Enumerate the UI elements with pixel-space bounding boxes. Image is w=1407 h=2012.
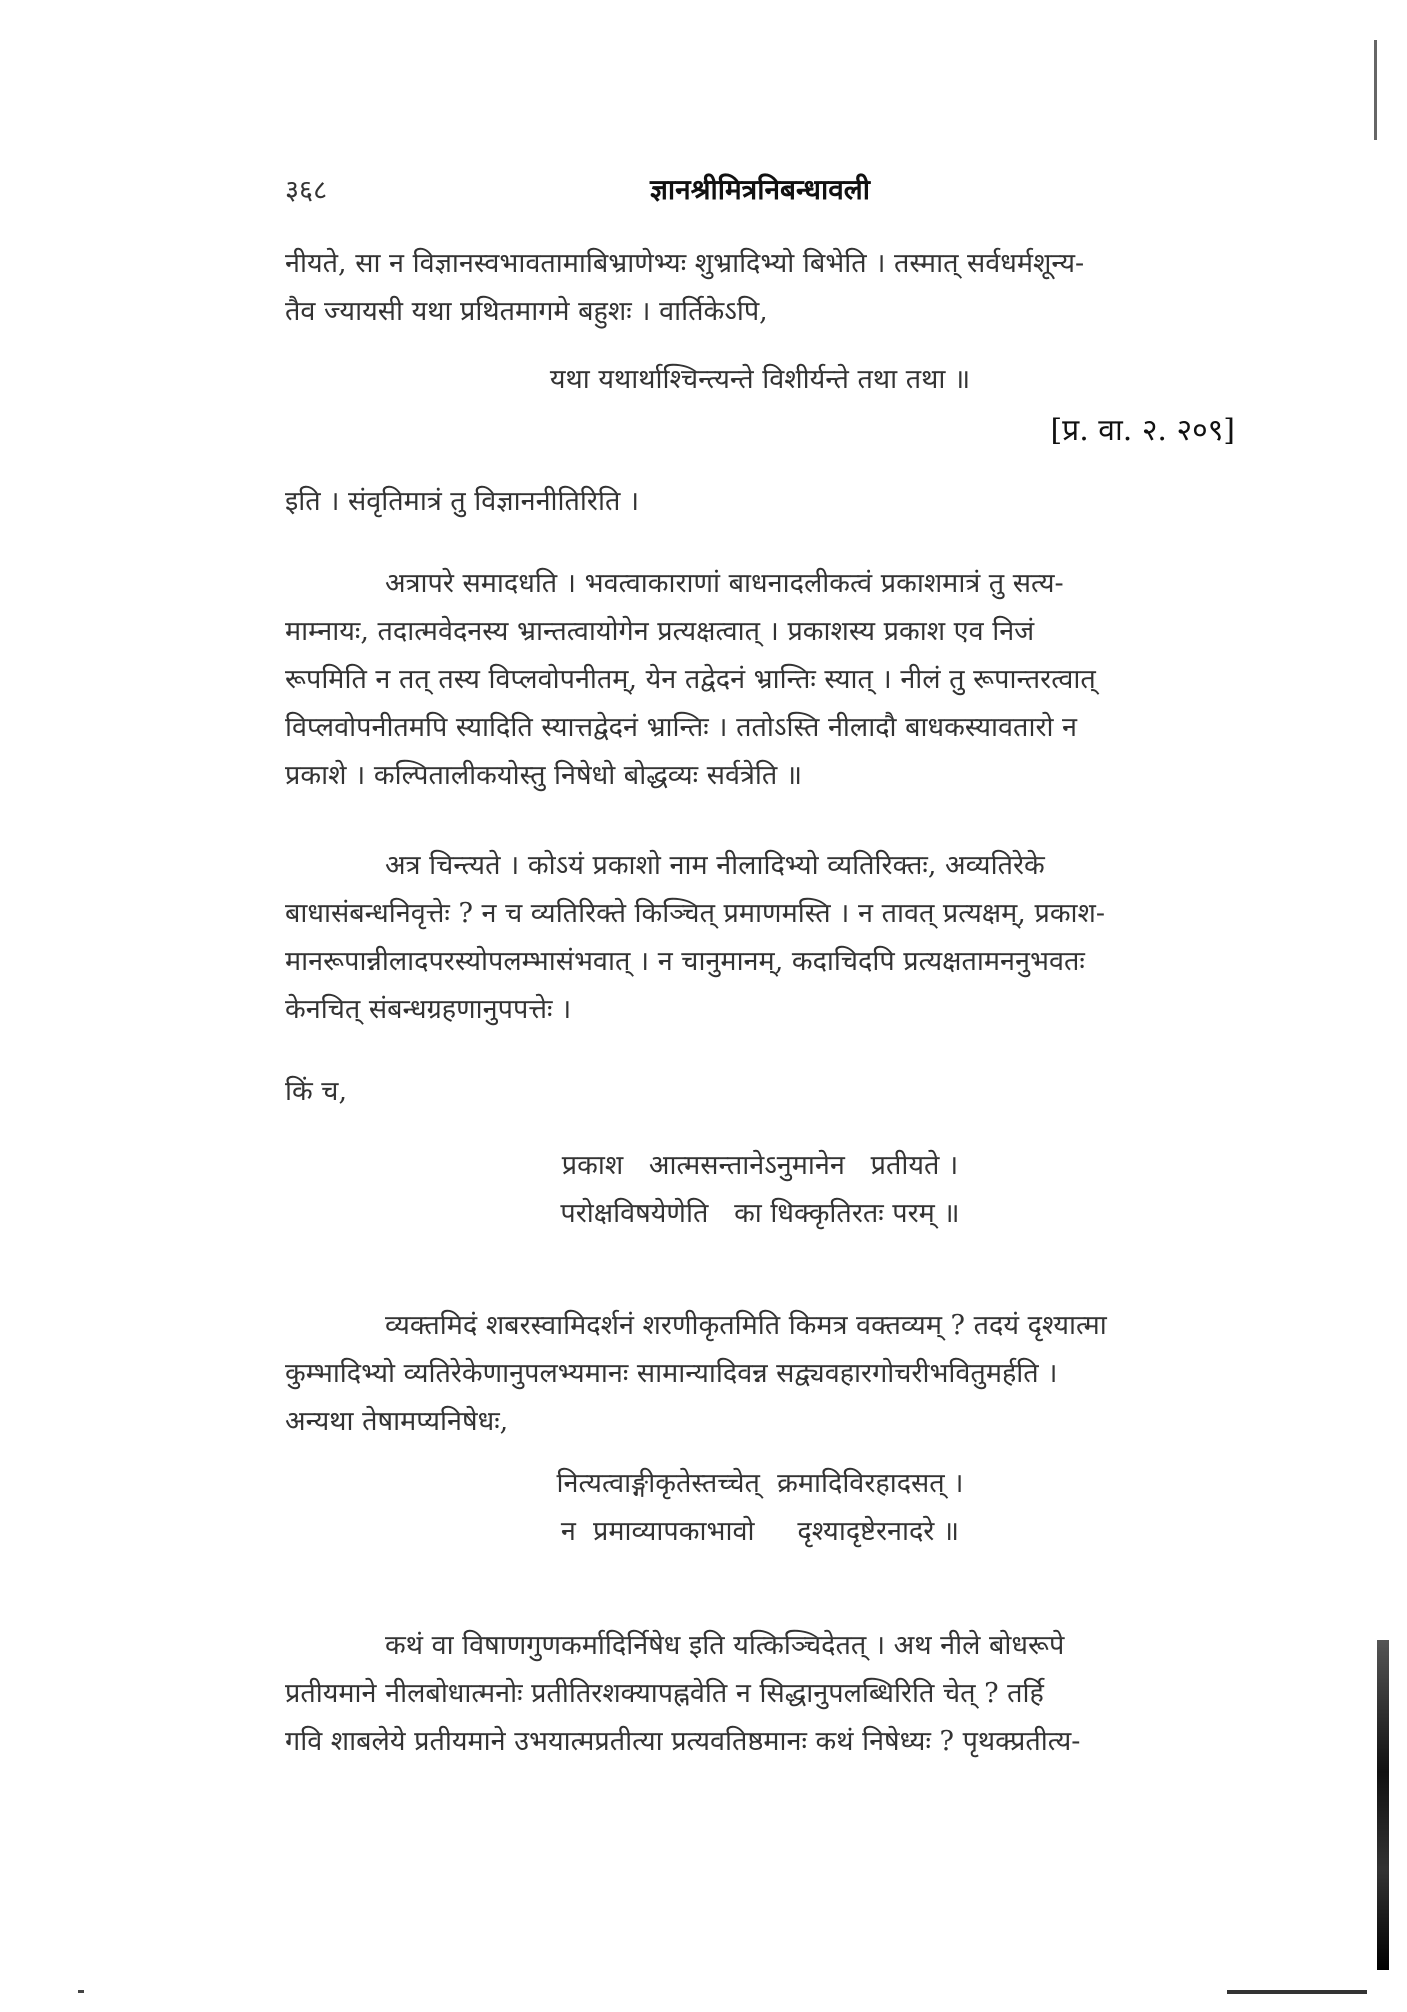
verse-citation: [प्र. वा. २. २०९]: [1050, 413, 1235, 448]
paragraph-line: कथं वा विषाणगुणकर्मादिर्निषेध इति यत्किञ्चिदेतत् । अथ नीले बोधरूपे: [385, 1630, 1065, 1661]
paragraph-1: [285, 240, 1235, 336]
paragraph-line: बाधासंबन्धनिवृत्तेः ? न च व्यतिरिक्ते किञ्चित् प्रमाणमस्ति । न तावत् प्रत्यक्षम्, प्रकाश-: [285, 898, 1106, 929]
scan-speck: [78, 1990, 84, 1993]
verse-line: परोक्षविषयेणेति का धिक्कृतिरतः परम् ॥: [560, 1198, 960, 1229]
verse-3: [285, 1460, 1235, 1556]
paragraph-5: [285, 1068, 1235, 1116]
verse-2: [285, 1142, 1235, 1238]
scan-edge-mark: [1374, 40, 1377, 140]
paragraph-line: प्रतीयमाने नीलबोधात्मनोः प्रतीतिरशक्यापह्नवेति न सिद्धानुपलब्धिरिति चेत् ? तर्हि: [285, 1678, 1044, 1709]
scan-edge-shadow: [1377, 1640, 1389, 1970]
paragraph-line: गवि शाबलेये प्रतीयमाने उभयात्मप्रतीत्या प्रत्यवतिष्ठमानः कथं निषेध्यः ? पृथक्प्रतीत्य-: [285, 1726, 1081, 1757]
page-number: ३६८: [285, 175, 328, 206]
paragraph-line: अत्र चिन्त्यते । कोऽयं प्रकाशो नाम नीलादिभ्यो व्यतिरिक्तः, अव्यतिरेके: [385, 850, 1045, 881]
paragraph-line: रूपमिति न तत् तस्य विप्लवोपनीतम्, येन तद्वेदनं भ्रान्तिः स्यात् । नीलं तु रूपान्तरत्वात्: [285, 664, 1096, 695]
paragraph-2: [285, 478, 1235, 526]
paragraph-line: अत्रापरे समादधति । भवत्वाकाराणां बाधनादलीकत्वं प्रकाशमात्रं तु सत्य-: [385, 568, 1064, 599]
verse-1: [285, 356, 1235, 404]
paragraph-line: किं च,: [285, 1076, 348, 1107]
paragraph-3: [285, 560, 1235, 800]
paragraph-line: विप्लवोपनीतमपि स्यादिति स्यात्तद्वेदनं भ्रान्तिः । ततोऽस्ति नीलादौ बाधकस्यावतारो न: [285, 712, 1078, 743]
paragraph-line: तैव ज्यायसी यथा प्रथितमागमे बहुशः । वार्तिकेऽपि,: [285, 296, 768, 327]
running-title: ज्ञानश्रीमित्रनिबन्धावली: [649, 173, 871, 206]
verse-line: यथा यथार्थाश्चिन्त्यन्ते विशीर्यन्ते तथा तथा ॥: [549, 364, 971, 395]
paragraph-line: केनचित् संबन्धग्रहणानुपपत्तेः ।: [285, 994, 572, 1025]
paragraph-line: इति । संवृतिमात्रं तु विज्ञाननीतिरिति ।: [285, 486, 640, 517]
paragraph-6: [285, 1302, 1235, 1446]
verse-line: नित्यत्वाङ्गीकृतेस्तच्चेत् क्रमादिविरहादसत् ।: [556, 1468, 964, 1499]
page-header: [285, 170, 1235, 210]
paragraph-line: प्रकाशे । कल्पितालीकयोस्तु निषेधो बोद्धव्यः सर्वत्रेति ॥: [285, 760, 803, 791]
paragraph-line: माम्नायः, तदात्मवेदनस्य भ्रान्तत्वायोगेन प्रत्यक्षत्वात् । प्रकाशस्य प्रकाश एव निजं: [285, 616, 1035, 647]
verse-line: न प्रमाव्यापकाभावो दृश्यादृष्टेरनादरे ॥: [560, 1516, 960, 1547]
paragraph-line: व्यक्तमिदं शबरस्वामिदर्शनं शरणीकृतमिति किमत्र वक्तव्यम् ? तदयं दृश्यात्मा: [385, 1310, 1107, 1341]
paragraph-4: [285, 842, 1235, 1034]
paragraph-7: [285, 1622, 1235, 1766]
paragraph-line: अन्यथा तेषामप्यनिषेधः,: [285, 1406, 509, 1437]
paragraph-line: नीयते, सा न विज्ञानस्वभावतामाबिभ्राणेभ्यः शुभ्रादिभ्यो बिभेति । तस्मात् सर्वधर्मशून्य-: [285, 248, 1085, 279]
verse-line: प्रकाश आत्मसन्तानेऽनुमानेन प्रतीयते ।: [561, 1150, 959, 1181]
paragraph-line: मानरूपान्नीलादपरस्योपलम्भासंभवात् । न चानुमानम्, कदाचिदपि प्रत्यक्षतामननुभवतः: [285, 946, 1085, 977]
paragraph-line: कुम्भादिभ्यो व्यतिरेकेणानुपलभ्यमानः सामान्यादिवन्न सद्व्यवहारगोचरीभवितुमर्हति ।: [285, 1358, 1058, 1389]
scan-bottom-mark: [1227, 1990, 1367, 1994]
